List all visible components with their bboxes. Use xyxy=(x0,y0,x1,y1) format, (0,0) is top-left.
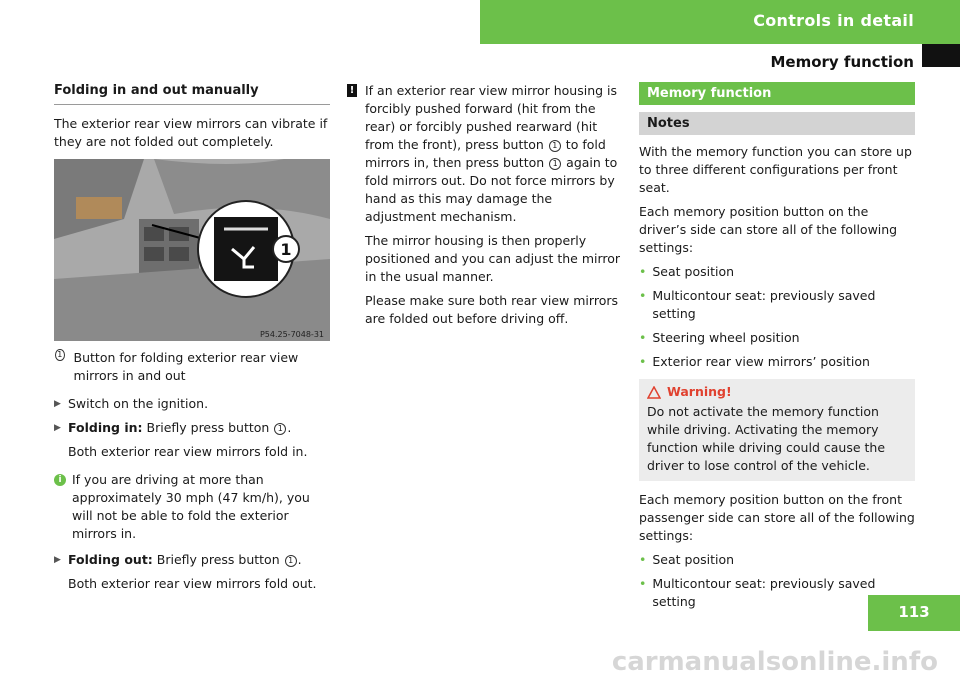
warning-text: Do not activate the memory function while driving. Activating the memory function while driving could cause the driver to lose control of the vehicle. xyxy=(647,404,886,473)
paragraph: Please make sure both rear view mirrors are folded out before driving off. xyxy=(365,293,618,326)
paragraph: Each memory position button on the front passenger side can store all of the following settings: xyxy=(639,492,915,543)
warning-triangle-icon xyxy=(647,386,661,399)
step-result: Both exterior rear view mirrors fold in. xyxy=(68,444,308,459)
warning-title-text: Warning! xyxy=(667,384,732,399)
bullet-icon: • xyxy=(639,354,647,369)
step-text-end: . xyxy=(297,552,302,567)
caution-note xyxy=(347,82,625,334)
caption-number: 1 xyxy=(55,349,65,361)
column-middle xyxy=(347,82,625,334)
bullet-icon: • xyxy=(639,576,647,591)
bullet-icon: • xyxy=(639,330,647,345)
button-ref-number: 1 xyxy=(274,423,286,435)
header-tab-marker xyxy=(922,44,960,67)
button-ref-number: 1 xyxy=(549,140,561,152)
step-result: Both exterior rear view mirrors fold out. xyxy=(68,576,317,591)
step-text: Briefly press button xyxy=(146,420,270,435)
caption-text: Button for folding exterior rear view mirrors in and out xyxy=(73,350,299,383)
bullet-icon: • xyxy=(639,552,647,567)
step-switch-on xyxy=(54,395,330,413)
photo-caption xyxy=(54,349,330,385)
step-arrow-icon: ▶ xyxy=(54,423,61,433)
watermark: carmanualsonline.info xyxy=(611,647,938,677)
list-item-text: Steering wheel position xyxy=(652,330,800,345)
notes-bar: Notes xyxy=(639,112,915,135)
page-number: 113 xyxy=(868,595,960,631)
section-heading: Folding in and out manually xyxy=(54,82,330,105)
list-item xyxy=(639,287,915,323)
step-text-end: . xyxy=(287,420,292,435)
step-text: Switch on the ignition. xyxy=(68,396,209,411)
caution-text-part: to fold mirrors in, then press button xyxy=(365,137,606,170)
button-ref-number: 1 xyxy=(549,158,561,170)
callout-number-1: 1 xyxy=(280,240,292,259)
list-item-text: Exterior rear view mirrors’ position xyxy=(652,354,870,369)
paragraph: The mirror housing is then properly positioned and you can adjust the mirror in the usual manner. xyxy=(365,233,621,284)
list-item xyxy=(639,353,915,371)
section-title: Memory function xyxy=(770,53,914,71)
step-text: Briefly press button xyxy=(156,552,280,567)
paragraph: Each memory position button on the driver’s side can store all of the following settings: xyxy=(639,204,898,255)
exclamation-icon: ! xyxy=(347,84,357,97)
caution-text-part: again to fold mirrors out. Do not force mirrors by hand as this may damage the adjustment mechanism. xyxy=(365,155,618,224)
mirror-button-photo xyxy=(54,159,330,341)
info-note xyxy=(54,471,330,543)
list-item xyxy=(639,551,915,569)
button-ref-number: 1 xyxy=(285,555,297,567)
step-arrow-icon: ▶ xyxy=(54,399,61,409)
section-bar: Memory function xyxy=(639,82,915,105)
info-icon: i xyxy=(54,474,66,486)
intro-text: The exterior rear view mirrors can vibrate if they are not folded out completely. xyxy=(54,116,328,149)
list-item xyxy=(639,263,915,281)
door-panel-illustration xyxy=(54,159,330,341)
list-item-text: Multicontour seat: previously saved setting xyxy=(652,288,876,321)
column-left xyxy=(54,82,330,603)
warning-box xyxy=(639,379,915,481)
warning-title xyxy=(647,383,907,401)
caution-text xyxy=(365,82,625,226)
photo-code: P54.25-7048-31 xyxy=(259,330,324,339)
bullet-icon: • xyxy=(639,264,647,279)
paragraph: With the memory function you can store up to three different configurations per front seat. xyxy=(639,144,912,195)
caution-text-part: If an exterior rear view mirror housing is forcibly pushed forward (hit from the rear) or forcibly pushed rearward (hit from the front), press button xyxy=(365,83,618,152)
step-folding-out xyxy=(54,551,330,569)
step-arrow-icon: ▶ xyxy=(54,555,61,565)
list-item-text: Seat position xyxy=(652,264,735,279)
column-right xyxy=(639,82,915,617)
step-label: Folding in: xyxy=(68,420,143,435)
list-item-text: Seat position xyxy=(652,552,735,567)
info-text: If you are driving at more than approximately 30 mph (47 km/h), you will not be able to fold the exterior mirrors in. xyxy=(72,472,310,541)
step-folding-in xyxy=(54,419,330,437)
list-item xyxy=(639,329,915,347)
bullet-icon: • xyxy=(639,288,647,303)
list-item-text: Multicontour seat: previously saved setting xyxy=(652,576,876,609)
chapter-title: Controls in detail xyxy=(753,11,914,30)
step-label: Folding out: xyxy=(68,552,153,567)
